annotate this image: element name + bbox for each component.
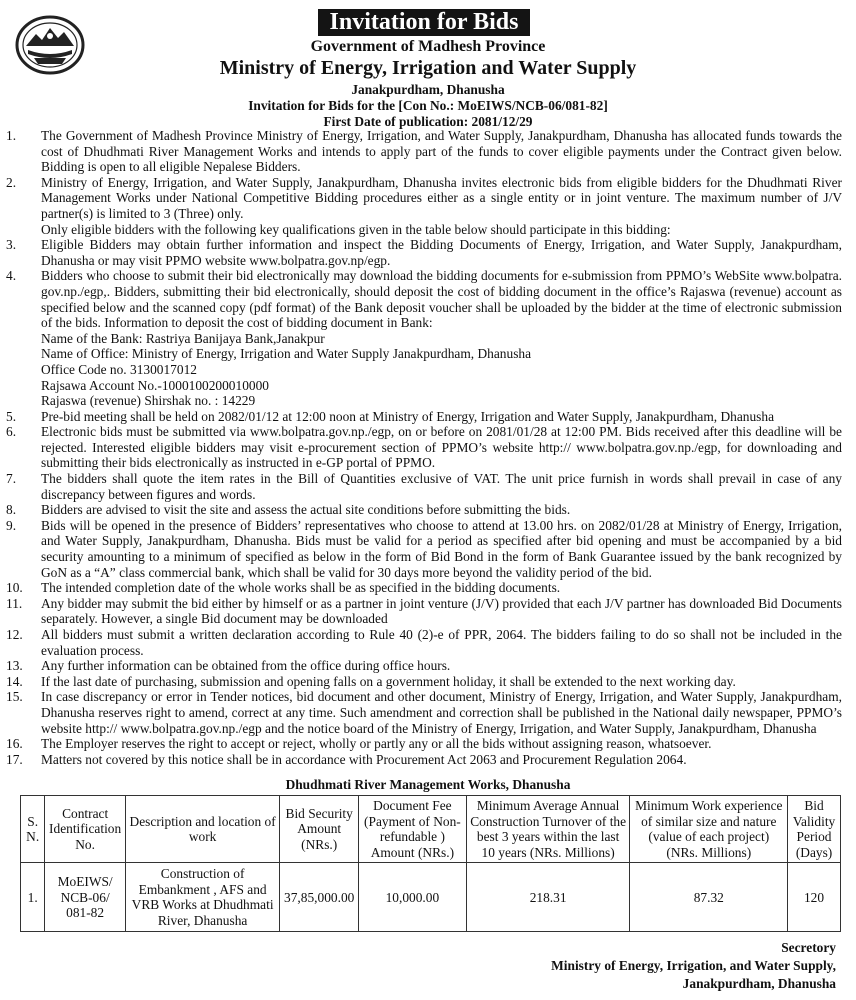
item-subline: Only eligible bidders with the following key qualifications given in the table below should participate in this bidding:	[41, 221, 671, 237]
government-title: Government of Madhesh Province	[310, 38, 546, 55]
item-text: Any further information can be obtained from the office during office hours.	[41, 658, 451, 674]
item-text: Electronic bids must be submitted via www.bolpatra.gov.np./egp, on or before on 2081/01/28 at 12:00 PM. Bids received after this deadline will be rejected. Interested eligible bidders may visit e-procurement section of PPMO’s website http:// www.bolpatra.gov.np./egp, for downloading and submitting their bids electronically as instructed in e-GP portal of PPMO.	[41, 424, 842, 471]
signatory-location: Janakpurdham, Dhanusha	[682, 976, 836, 991]
table-cell: 10,000.00	[359, 863, 467, 932]
notice-item	[0, 268, 856, 408]
contract-line: Invitation for Bids for the [Con No.: MoEIWS/NCB-06/081-82]	[248, 98, 608, 113]
notice-item	[0, 736, 856, 752]
item-text: In case discrepancy or error in Tender notices, bid document and other document, Ministry of Energy, Irrigation, and Water Supply, Janakpurdham, Dhanusha reserves right to amend, correct at any time. Such amendment and correction shall be published in the National daily newspaper, PPMO’s website http:// www.bolpatra.gov.np./egp and the notice board of the Ministry of Energy, Irrigation, and Water Supply, Janakpurdham, Dhanusha	[41, 689, 842, 736]
item-number: 14.	[6, 673, 23, 689]
notice-item	[0, 518, 856, 580]
header-cell: Description and location of work	[125, 796, 280, 863]
item-number: 3.	[6, 237, 17, 253]
table-cell: 120	[788, 863, 841, 932]
notice-item	[0, 424, 856, 471]
table-header-row	[21, 796, 841, 863]
item-text: All bidders must submit a written declaration according to Rule 40 (2)-e of PPR, 2064. The bidders failing to do so shall not be included in the evaluation process.	[41, 627, 842, 658]
item-text: Bids will be opened in the presence of Bidders’ representatives who choose to attend at 13.00 hrs. on 2082/01/28 at Ministry of Energy, Irrigation, and Water Supply, Janakpurdham, Dhanusha. Bids must be valid for a period as specified after bid opening and must be accompanied by a bid security amounting to a minimum of specified as below in the form of Bid Bond in the form of Bank Guarantee issued by the bank recognized by GoN as a “A” class commercial bank, which shall be valid for 30 days more beyond the validity period of the bid.	[41, 517, 842, 580]
notice-item	[0, 502, 856, 518]
item-number: 7.	[6, 471, 17, 487]
item-subline: Rajaswa (revenue) Shirshak no. : 14229	[41, 393, 256, 409]
item-text: Matters not covered by this notice shall be in accordance with Procurement Act 2063 and Procurement Regulation 2064.	[41, 751, 687, 767]
header-cell: Contract Identification No.	[45, 796, 125, 863]
item-number: 8.	[6, 502, 17, 518]
item-number: 1.	[6, 128, 17, 143]
item-number: 13.	[6, 658, 23, 674]
notice-item	[0, 237, 856, 268]
ministry-title: Ministry of Energy, Irrigation and Water Supply	[219, 57, 637, 79]
bid-table	[20, 795, 841, 932]
notice-item	[0, 674, 856, 690]
item-text: The Employer reserves the right to accept or reject, wholly or partly any or all the bids without assigning reason, whatsoever.	[41, 736, 712, 752]
item-text: Pre-bid meeting shall be held on 2082/01/12 at 12:00 noon at Ministry of Energy, Irrigation and Water Supply, Janakpurdham, Dhanusha	[41, 408, 775, 424]
notice-item	[0, 580, 856, 596]
item-text: The Government of Madhesh Province Ministry of Energy, Irrigation, and Water Supply, Janakpurdham, Dhanusha has allocated funds towards the cost of Dhudhmati River Management Works and intends to apply part of the funds to cover eligible payments under the Contract given below. Bidding is open to all eligible Nepalese Bidders.	[41, 128, 842, 175]
notice-item	[0, 689, 856, 736]
item-text: Bidders who choose to submit their bid electronically may download the bidding documents for e-submission from PPMO’s WebSite www.bolpatra. gov.np./egp,. Bidders, submitting their bid electronically, should deposit the cost of bidding document in the office’s Rajaswa (revenue) account as specified below and the scanned copy (pdf format) of the Bank deposit voucher shall be uploaded by the bidder at the time of electronic submission of the bids. Information to deposit the cost of bidding document in Bank:	[41, 268, 842, 331]
item-text: Ministry of Energy, Irrigation, and Water Supply, Janakpurdham, Dhanusha invites electronic bids from eligible bidders for the Dhudhmati River Management Works under National Competitive Bidding procedures either as a single entity or in joint venture. The maximum number of J/V partner(s) is limited to 3 (Three) only.	[41, 174, 842, 221]
table-row	[21, 863, 841, 932]
table-title: Dhudhmati River Management Works, Dhanusha	[285, 777, 571, 792]
invitation-banner: Invitation for Bids	[318, 9, 530, 36]
table-cell: 37,85,000.00	[280, 863, 359, 932]
table-cell: 218.31	[466, 863, 630, 932]
city-line: Janakpurdham, Dhanusha	[351, 82, 505, 97]
notice-item	[0, 627, 856, 658]
table-cell: Construction of Embankment , AFS and VRB Works at Dhudhmati River, Dhanusha	[125, 863, 280, 932]
item-number: 6.	[6, 424, 17, 440]
item-text: The bidders shall quote the item rates in the Bill of Quantities exclusive of VAT. The unit price furnish in words shall prevail in case of any discrepancy between figures and words.	[41, 471, 842, 502]
item-text: Any bidder may submit the bid either by himself or as a partner in joint venture (J/V) provided that each J/V partner has downloaded Bid Documents separately. However, a single Bid document may be downloaded	[41, 595, 842, 627]
notice-item	[0, 471, 856, 502]
item-text: If the last date of purchasing, submission and opening falls on a government holiday, it shall be extended to the next working day.	[41, 673, 736, 689]
signatory-title: Secretory	[781, 940, 836, 955]
notice-body	[0, 128, 856, 767]
notice-item	[0, 128, 856, 175]
notice-item	[0, 409, 856, 425]
item-text: The intended completion date of the whole works shall be as specified in the bidding documents.	[41, 580, 561, 596]
item-subline: Name of the Bank: Rastriya Banijaya Bank,Janakpur	[41, 330, 325, 346]
item-number: 5.	[6, 408, 17, 424]
table-cell: 1.	[21, 863, 45, 932]
header-cell: S. N.	[21, 796, 45, 863]
item-number: 4.	[6, 268, 17, 284]
notice-item	[0, 175, 856, 237]
item-subline: Rajsawa Account No.-1000100200010000	[41, 377, 269, 393]
notice-item	[0, 752, 856, 768]
item-text: Eligible Bidders may obtain further information and inspect the Bidding Documents of Energy, Irrigation, and Water Supply, Janakpurdham, Dhanusha or may visit PPMO website www.bolpatra.gov.np/egp.	[41, 237, 842, 268]
table-cell: 87.32	[630, 863, 788, 932]
publication-date: First Date of publication: 2081/12/29	[323, 114, 533, 129]
item-number: 15.	[6, 689, 23, 705]
header-cell: Minimum Work experience of similar size and nature (value of each project) (NRs. Millions)	[630, 796, 788, 863]
notice-item	[0, 596, 856, 627]
header-cell: Minimum Average Annual Construction Turnover of the best 3 years within the last 10 years (NRs. Millions)	[466, 796, 630, 863]
item-subline: Office Code no. 3130017012	[41, 361, 197, 377]
item-number: 17.	[6, 751, 23, 767]
item-text: Bidders are advised to visit the site and assess the actual site conditions before submitting the bids.	[41, 502, 571, 518]
item-number: 9.	[6, 517, 17, 533]
header-cell: Document Fee (Payment of Non-refundable ) Amount (NRs.)	[359, 796, 467, 863]
header-cell: Bid Security Amount (NRs.)	[280, 796, 359, 863]
header-cell: Bid Validity Period (Days)	[788, 796, 841, 863]
item-number: 16.	[6, 736, 23, 752]
signatory-ministry: Ministry of Energy, Irrigation, and Water Supply,	[551, 958, 836, 973]
item-number: 10.	[6, 580, 23, 596]
notice-item	[0, 658, 856, 674]
table-cell: MoEIWS/ NCB-06/ 081-82	[45, 863, 125, 932]
item-number: 12.	[6, 627, 23, 642]
item-number: 11.	[6, 595, 23, 611]
item-subline: Name of Office: Ministry of Energy, Irrigation and Water Supply Janakpurdham, Dhanusha	[41, 346, 532, 362]
item-number: 2.	[6, 174, 17, 190]
